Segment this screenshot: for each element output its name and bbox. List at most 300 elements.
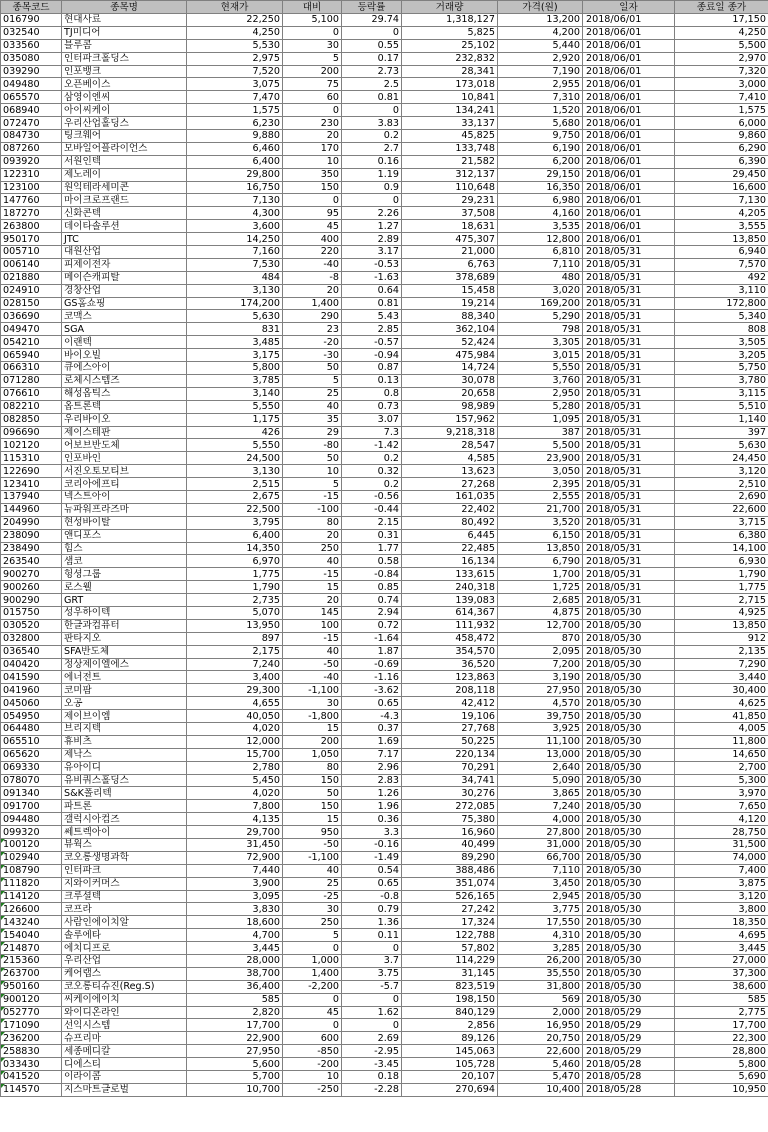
cell-volume[interactable]: 27,768 [402, 722, 498, 735]
cell-price[interactable]: 831 [187, 323, 283, 336]
cell-change[interactable]: 250 [283, 542, 342, 555]
cell-date[interactable]: 2018/06/01 [583, 181, 675, 194]
cell-change[interactable]: 100 [283, 619, 342, 632]
cell-volume[interactable]: 33,137 [402, 117, 498, 130]
cell-buy-price[interactable]: 6,790 [498, 555, 583, 568]
cell-code[interactable]: 238490 [1, 542, 62, 555]
cell-rate[interactable]: 2.15 [342, 516, 402, 529]
cell-code[interactable]: 091340 [1, 787, 62, 800]
cell-buy-price[interactable]: 31,000 [498, 839, 583, 852]
cell-name[interactable]: 쎄트렉아이 [62, 826, 187, 839]
cell-rate[interactable]: 2.5 [342, 78, 402, 91]
cell-date[interactable]: 2018/05/30 [583, 722, 675, 735]
cell-close[interactable]: 3,000 [675, 78, 768, 91]
cell-name[interactable]: 코오롱티슈진(Reg.S) [62, 980, 187, 993]
cell-buy-price[interactable]: 9,750 [498, 130, 583, 143]
cell-rate[interactable]: 1.87 [342, 645, 402, 658]
cell-close[interactable]: 9,860 [675, 130, 768, 143]
cell-code[interactable]: 900290 [1, 594, 62, 607]
cell-close[interactable]: 1,775 [675, 581, 768, 594]
cell-change[interactable]: 220 [283, 246, 342, 259]
cell-code[interactable]: 016790 [1, 14, 62, 27]
cell-code[interactable]: 033560 [1, 39, 62, 52]
cell-date[interactable]: 2018/05/30 [583, 890, 675, 903]
cell-close[interactable]: 4,250 [675, 26, 768, 39]
cell-name[interactable]: 인포뱅크 [62, 65, 187, 78]
cell-rate[interactable]: 0.2 [342, 130, 402, 143]
cell-change[interactable]: 600 [283, 1032, 342, 1045]
cell-rate[interactable]: 3.07 [342, 413, 402, 426]
cell-volume[interactable]: 133,615 [402, 568, 498, 581]
cell-name[interactable]: 코리아에프티 [62, 478, 187, 491]
cell-change[interactable]: 1,050 [283, 748, 342, 761]
cell-rate[interactable]: 1.36 [342, 916, 402, 929]
cell-change[interactable]: -100 [283, 503, 342, 516]
cell-buy-price[interactable]: 1,700 [498, 568, 583, 581]
cell-name[interactable]: 인터파크 [62, 864, 187, 877]
cell-change[interactable]: 5 [283, 52, 342, 65]
cell-buy-price[interactable]: 2,945 [498, 890, 583, 903]
cell-code[interactable]: 065570 [1, 91, 62, 104]
cell-buy-price[interactable]: 6,200 [498, 155, 583, 168]
cell-date[interactable]: 2018/06/01 [583, 207, 675, 220]
cell-rate[interactable]: -1.63 [342, 271, 402, 284]
cell-price[interactable]: 484 [187, 271, 283, 284]
cell-close[interactable]: 6,000 [675, 117, 768, 130]
header-buy-price[interactable]: 가격(원) [498, 1, 583, 14]
cell-date[interactable]: 2018/05/31 [583, 349, 675, 362]
cell-date[interactable]: 2018/05/31 [583, 542, 675, 555]
cell-code[interactable]: 171090 [1, 1019, 62, 1032]
cell-price[interactable]: 7,440 [187, 864, 283, 877]
cell-volume[interactable]: 232,832 [402, 52, 498, 65]
cell-volume[interactable]: 75,380 [402, 813, 498, 826]
cell-name[interactable]: 지스마트글로벌 [62, 1083, 187, 1096]
cell-volume[interactable]: 378,689 [402, 271, 498, 284]
cell-buy-price[interactable]: 5,280 [498, 400, 583, 413]
cell-name[interactable]: 솔루에타 [62, 929, 187, 942]
cell-price[interactable]: 7,240 [187, 658, 283, 671]
cell-change[interactable]: 5 [283, 374, 342, 387]
cell-rate[interactable]: -1.42 [342, 439, 402, 452]
cell-name[interactable]: 샘코 [62, 555, 187, 568]
cell-volume[interactable]: 123,863 [402, 671, 498, 684]
cell-close[interactable]: 14,100 [675, 542, 768, 555]
cell-rate[interactable]: 0.58 [342, 555, 402, 568]
cell-buy-price[interactable]: 1,095 [498, 413, 583, 426]
cell-price[interactable]: 29,800 [187, 168, 283, 181]
cell-code[interactable]: 102120 [1, 439, 62, 452]
cell-code[interactable]: 263700 [1, 967, 62, 980]
cell-name[interactable]: 헝셩그룹 [62, 568, 187, 581]
cell-change[interactable]: 145 [283, 606, 342, 619]
cell-volume[interactable]: 14,724 [402, 362, 498, 375]
cell-close[interactable]: 27,000 [675, 955, 768, 968]
cell-name[interactable]: 제낙스 [62, 748, 187, 761]
cell-date[interactable]: 2018/05/30 [583, 774, 675, 787]
cell-close[interactable]: 13,850 [675, 619, 768, 632]
cell-name[interactable]: 이라이콤 [62, 1071, 187, 1084]
cell-volume[interactable]: 388,486 [402, 864, 498, 877]
cell-volume[interactable]: 16,134 [402, 555, 498, 568]
cell-buy-price[interactable]: 4,570 [498, 697, 583, 710]
cell-change[interactable]: 150 [283, 181, 342, 194]
cell-change[interactable]: 200 [283, 735, 342, 748]
cell-close[interactable]: 7,650 [675, 800, 768, 813]
cell-date[interactable]: 2018/05/31 [583, 246, 675, 259]
cell-change[interactable]: 150 [283, 800, 342, 813]
cell-buy-price[interactable]: 3,190 [498, 671, 583, 684]
cell-code[interactable]: 024910 [1, 284, 62, 297]
cell-date[interactable]: 2018/05/31 [583, 362, 675, 375]
cell-code[interactable]: 143240 [1, 916, 62, 929]
cell-name[interactable]: 슈프리마 [62, 1032, 187, 1045]
cell-price[interactable]: 28,000 [187, 955, 283, 968]
cell-change[interactable]: 29 [283, 426, 342, 439]
cell-code[interactable]: 204990 [1, 516, 62, 529]
cell-date[interactable]: 2018/05/30 [583, 903, 675, 916]
cell-volume[interactable]: 15,458 [402, 284, 498, 297]
cell-change[interactable]: 5 [283, 929, 342, 942]
cell-name[interactable]: 인터파크홀딩스 [62, 52, 187, 65]
cell-code[interactable]: 111820 [1, 877, 62, 890]
cell-volume[interactable]: 34,741 [402, 774, 498, 787]
cell-change[interactable]: 10 [283, 465, 342, 478]
cell-name[interactable]: 파트론 [62, 800, 187, 813]
cell-rate[interactable]: 2.85 [342, 323, 402, 336]
cell-code[interactable]: 082850 [1, 413, 62, 426]
cell-change[interactable]: 35 [283, 413, 342, 426]
cell-name[interactable]: 마이크로프랜드 [62, 194, 187, 207]
cell-change[interactable]: -1,100 [283, 684, 342, 697]
cell-name[interactable]: 오픈베이스 [62, 78, 187, 91]
cell-date[interactable]: 2018/05/31 [583, 310, 675, 323]
cell-price[interactable]: 6,970 [187, 555, 283, 568]
cell-name[interactable]: 씨케이에이치 [62, 993, 187, 1006]
cell-volume[interactable]: 50,225 [402, 735, 498, 748]
cell-change[interactable]: -25 [283, 890, 342, 903]
cell-code[interactable]: 065510 [1, 735, 62, 748]
cell-rate[interactable]: 2.89 [342, 233, 402, 246]
cell-close[interactable]: 6,380 [675, 529, 768, 542]
cell-close[interactable]: 7,400 [675, 864, 768, 877]
cell-date[interactable]: 2018/05/30 [583, 851, 675, 864]
cell-date[interactable]: 2018/06/01 [583, 233, 675, 246]
cell-close[interactable]: 41,850 [675, 710, 768, 723]
cell-date[interactable]: 2018/05/31 [583, 297, 675, 310]
cell-price[interactable]: 15,700 [187, 748, 283, 761]
cell-volume[interactable]: 21,000 [402, 246, 498, 259]
cell-close[interactable]: 808 [675, 323, 768, 336]
cell-change[interactable]: 1,400 [283, 967, 342, 980]
cell-close[interactable]: 17,700 [675, 1019, 768, 1032]
cell-volume[interactable]: 5,825 [402, 26, 498, 39]
cell-date[interactable]: 2018/05/31 [583, 490, 675, 503]
cell-volume[interactable]: 220,134 [402, 748, 498, 761]
cell-rate[interactable]: 0.87 [342, 362, 402, 375]
cell-name[interactable]: 우리산업 [62, 955, 187, 968]
cell-rate[interactable]: -0.84 [342, 568, 402, 581]
header-volume[interactable]: 거래량 [402, 1, 498, 14]
cell-close[interactable]: 6,390 [675, 155, 768, 168]
cell-rate[interactable]: -0.69 [342, 658, 402, 671]
cell-price[interactable]: 3,095 [187, 890, 283, 903]
cell-buy-price[interactable]: 17,550 [498, 916, 583, 929]
cell-volume[interactable]: 139,083 [402, 594, 498, 607]
cell-buy-price[interactable]: 3,050 [498, 465, 583, 478]
cell-rate[interactable]: 1.96 [342, 800, 402, 813]
cell-price[interactable]: 5,070 [187, 606, 283, 619]
cell-name[interactable]: 브리지텍 [62, 722, 187, 735]
cell-date[interactable]: 2018/05/30 [583, 955, 675, 968]
cell-rate[interactable]: 0.79 [342, 903, 402, 916]
cell-close[interactable]: 7,570 [675, 258, 768, 271]
cell-buy-price[interactable]: 2,920 [498, 52, 583, 65]
cell-volume[interactable]: 6,763 [402, 258, 498, 271]
cell-code[interactable]: 065940 [1, 349, 62, 362]
cell-price[interactable]: 22,500 [187, 503, 283, 516]
cell-date[interactable]: 2018/05/30 [583, 877, 675, 890]
cell-buy-price[interactable]: 870 [498, 632, 583, 645]
cell-close[interactable]: 3,115 [675, 387, 768, 400]
cell-name[interactable]: 지와이커머스 [62, 877, 187, 890]
cell-buy-price[interactable]: 13,000 [498, 748, 583, 761]
cell-volume[interactable]: 80,492 [402, 516, 498, 529]
cell-date[interactable]: 2018/05/31 [583, 581, 675, 594]
cell-code[interactable]: 082210 [1, 400, 62, 413]
cell-change[interactable]: -15 [283, 632, 342, 645]
cell-price[interactable]: 3,130 [187, 284, 283, 297]
cell-rate[interactable]: 0.54 [342, 864, 402, 877]
cell-date[interactable]: 2018/05/30 [583, 710, 675, 723]
cell-buy-price[interactable]: 12,800 [498, 233, 583, 246]
cell-name[interactable]: GRT [62, 594, 187, 607]
cell-buy-price[interactable]: 22,600 [498, 1045, 583, 1058]
cell-volume[interactable]: 89,126 [402, 1032, 498, 1045]
cell-code[interactable]: 108790 [1, 864, 62, 877]
cell-buy-price[interactable]: 3,775 [498, 903, 583, 916]
cell-name[interactable]: 서원인텍 [62, 155, 187, 168]
cell-price[interactable]: 1,575 [187, 104, 283, 117]
cell-buy-price[interactable]: 2,000 [498, 1006, 583, 1019]
cell-name[interactable]: 큐에스아이 [62, 362, 187, 375]
cell-buy-price[interactable]: 169,200 [498, 297, 583, 310]
cell-volume[interactable]: 272,085 [402, 800, 498, 813]
cell-change[interactable]: 0 [283, 993, 342, 1006]
cell-close[interactable]: 5,800 [675, 1058, 768, 1071]
cell-price[interactable]: 3,400 [187, 671, 283, 684]
cell-name[interactable]: 우리바이오 [62, 413, 187, 426]
cell-buy-price[interactable]: 2,950 [498, 387, 583, 400]
cell-code[interactable]: 100120 [1, 839, 62, 852]
cell-change[interactable]: -15 [283, 490, 342, 503]
cell-date[interactable]: 2018/05/30 [583, 606, 675, 619]
cell-rate[interactable]: 0.55 [342, 39, 402, 52]
cell-rate[interactable]: 0.16 [342, 155, 402, 168]
cell-rate[interactable]: -1.49 [342, 851, 402, 864]
cell-close[interactable]: 7,320 [675, 65, 768, 78]
cell-name[interactable]: 인포바인 [62, 452, 187, 465]
cell-name[interactable]: 힘스 [62, 542, 187, 555]
cell-code[interactable]: 114120 [1, 890, 62, 903]
cell-date[interactable]: 2018/05/30 [583, 632, 675, 645]
cell-code[interactable]: 900120 [1, 993, 62, 1006]
cell-change[interactable]: 250 [283, 916, 342, 929]
cell-close[interactable]: 2,970 [675, 52, 768, 65]
cell-rate[interactable]: -1.64 [342, 632, 402, 645]
cell-price[interactable]: 2,975 [187, 52, 283, 65]
cell-date[interactable]: 2018/05/31 [583, 465, 675, 478]
cell-rate[interactable]: 0.74 [342, 594, 402, 607]
cell-buy-price[interactable]: 11,100 [498, 735, 583, 748]
cell-buy-price[interactable]: 798 [498, 323, 583, 336]
cell-name[interactable]: 메이슨캐피탈 [62, 271, 187, 284]
cell-date[interactable]: 2018/05/28 [583, 1071, 675, 1084]
cell-name[interactable]: 피제이전자 [62, 258, 187, 271]
cell-close[interactable]: 4,120 [675, 813, 768, 826]
cell-date[interactable]: 2018/05/30 [583, 697, 675, 710]
cell-date[interactable]: 2018/05/29 [583, 1032, 675, 1045]
cell-buy-price[interactable]: 29,150 [498, 168, 583, 181]
cell-close[interactable]: 397 [675, 426, 768, 439]
cell-rate[interactable]: -1.16 [342, 671, 402, 684]
cell-code[interactable]: 096690 [1, 426, 62, 439]
cell-name[interactable]: 아이씨케이 [62, 104, 187, 117]
cell-close[interactable]: 6,930 [675, 555, 768, 568]
cell-close[interactable]: 11,800 [675, 735, 768, 748]
cell-name[interactable]: S&K폴리텍 [62, 787, 187, 800]
cell-volume[interactable]: 13,623 [402, 465, 498, 478]
cell-buy-price[interactable]: 27,950 [498, 684, 583, 697]
cell-close[interactable]: 3,800 [675, 903, 768, 916]
cell-price[interactable]: 2,175 [187, 645, 283, 658]
cell-rate[interactable]: 2.73 [342, 65, 402, 78]
cell-price[interactable]: 4,250 [187, 26, 283, 39]
cell-change[interactable]: -850 [283, 1045, 342, 1058]
cell-rate[interactable]: 0 [342, 26, 402, 39]
cell-price[interactable]: 16,750 [187, 181, 283, 194]
cell-rate[interactable]: 0.36 [342, 813, 402, 826]
cell-date[interactable]: 2018/05/30 [583, 619, 675, 632]
cell-price[interactable]: 5,530 [187, 39, 283, 52]
cell-name[interactable]: 현성바이탈 [62, 516, 187, 529]
cell-name[interactable]: 유아이디 [62, 761, 187, 774]
cell-name[interactable]: 삼영이엔씨 [62, 91, 187, 104]
cell-price[interactable]: 29,300 [187, 684, 283, 697]
cell-close[interactable]: 5,500 [675, 39, 768, 52]
cell-date[interactable]: 2018/05/31 [583, 529, 675, 542]
cell-close[interactable]: 4,925 [675, 606, 768, 619]
cell-buy-price[interactable]: 5,440 [498, 39, 583, 52]
cell-close[interactable]: 2,690 [675, 490, 768, 503]
cell-code[interactable]: 091700 [1, 800, 62, 813]
cell-volume[interactable]: 10,841 [402, 91, 498, 104]
cell-volume[interactable]: 270,694 [402, 1083, 498, 1096]
cell-buy-price[interactable]: 39,750 [498, 710, 583, 723]
cell-code[interactable]: 263800 [1, 220, 62, 233]
cell-price[interactable]: 6,400 [187, 529, 283, 542]
cell-date[interactable]: 2018/05/28 [583, 1083, 675, 1096]
cell-name[interactable]: 제이브이엠 [62, 710, 187, 723]
cell-name[interactable]: 와이디온라인 [62, 1006, 187, 1019]
cell-buy-price[interactable]: 1,520 [498, 104, 583, 117]
cell-price[interactable]: 4,655 [187, 697, 283, 710]
cell-price[interactable]: 3,175 [187, 349, 283, 362]
cell-change[interactable]: 50 [283, 787, 342, 800]
cell-date[interactable]: 2018/05/30 [583, 993, 675, 1006]
cell-date[interactable]: 2018/05/31 [583, 516, 675, 529]
cell-buy-price[interactable]: 4,200 [498, 26, 583, 39]
cell-buy-price[interactable]: 5,460 [498, 1058, 583, 1071]
cell-close[interactable]: 30,400 [675, 684, 768, 697]
cell-change[interactable]: 15 [283, 813, 342, 826]
cell-volume[interactable]: 134,241 [402, 104, 498, 117]
cell-close[interactable]: 5,690 [675, 1071, 768, 1084]
cell-buy-price[interactable]: 12,700 [498, 619, 583, 632]
cell-rate[interactable]: 0 [342, 942, 402, 955]
cell-code[interactable]: 071280 [1, 374, 62, 387]
cell-change[interactable]: 15 [283, 581, 342, 594]
cell-rate[interactable]: 0.65 [342, 877, 402, 890]
cell-code[interactable]: 040420 [1, 658, 62, 671]
cell-price[interactable]: 4,300 [187, 207, 283, 220]
cell-buy-price[interactable]: 7,240 [498, 800, 583, 813]
cell-buy-price[interactable]: 3,925 [498, 722, 583, 735]
cell-change[interactable]: 75 [283, 78, 342, 91]
cell-code[interactable]: 041960 [1, 684, 62, 697]
header-rate[interactable]: 등락률 [342, 1, 402, 14]
cell-price[interactable]: 1,775 [187, 568, 283, 581]
cell-change[interactable]: 25 [283, 877, 342, 890]
cell-change[interactable]: 170 [283, 142, 342, 155]
cell-code[interactable]: 099320 [1, 826, 62, 839]
cell-name[interactable]: 우리산업홀딩스 [62, 117, 187, 130]
cell-rate[interactable]: 0.8 [342, 387, 402, 400]
cell-date[interactable]: 2018/05/30 [583, 980, 675, 993]
cell-rate[interactable]: 2.7 [342, 142, 402, 155]
cell-date[interactable]: 2018/06/01 [583, 52, 675, 65]
cell-change[interactable]: -2,200 [283, 980, 342, 993]
cell-date[interactable]: 2018/05/30 [583, 929, 675, 942]
cell-volume[interactable]: 21,582 [402, 155, 498, 168]
cell-volume[interactable]: 475,984 [402, 349, 498, 362]
cell-volume[interactable]: 240,318 [402, 581, 498, 594]
cell-date[interactable]: 2018/05/30 [583, 658, 675, 671]
cell-volume[interactable]: 31,145 [402, 967, 498, 980]
cell-rate[interactable]: 0.81 [342, 297, 402, 310]
cell-close[interactable]: 1,575 [675, 104, 768, 117]
cell-name[interactable]: SGA [62, 323, 187, 336]
cell-date[interactable]: 2018/05/30 [583, 916, 675, 929]
cell-date[interactable]: 2018/05/31 [583, 439, 675, 452]
cell-name[interactable]: 현대사료 [62, 14, 187, 27]
cell-rate[interactable]: 1.27 [342, 220, 402, 233]
cell-buy-price[interactable]: 3,015 [498, 349, 583, 362]
cell-buy-price[interactable]: 16,950 [498, 1019, 583, 1032]
cell-price[interactable]: 29,700 [187, 826, 283, 839]
cell-close[interactable]: 3,120 [675, 465, 768, 478]
cell-change[interactable]: 15 [283, 722, 342, 735]
cell-close[interactable]: 28,750 [675, 826, 768, 839]
cell-code[interactable]: 126600 [1, 903, 62, 916]
cell-date[interactable]: 2018/06/01 [583, 130, 675, 143]
cell-date[interactable]: 2018/05/30 [583, 735, 675, 748]
cell-close[interactable]: 3,205 [675, 349, 768, 362]
cell-code[interactable]: 068940 [1, 104, 62, 117]
cell-code[interactable]: 950160 [1, 980, 62, 993]
cell-code[interactable]: 122310 [1, 168, 62, 181]
cell-close[interactable]: 2,510 [675, 478, 768, 491]
